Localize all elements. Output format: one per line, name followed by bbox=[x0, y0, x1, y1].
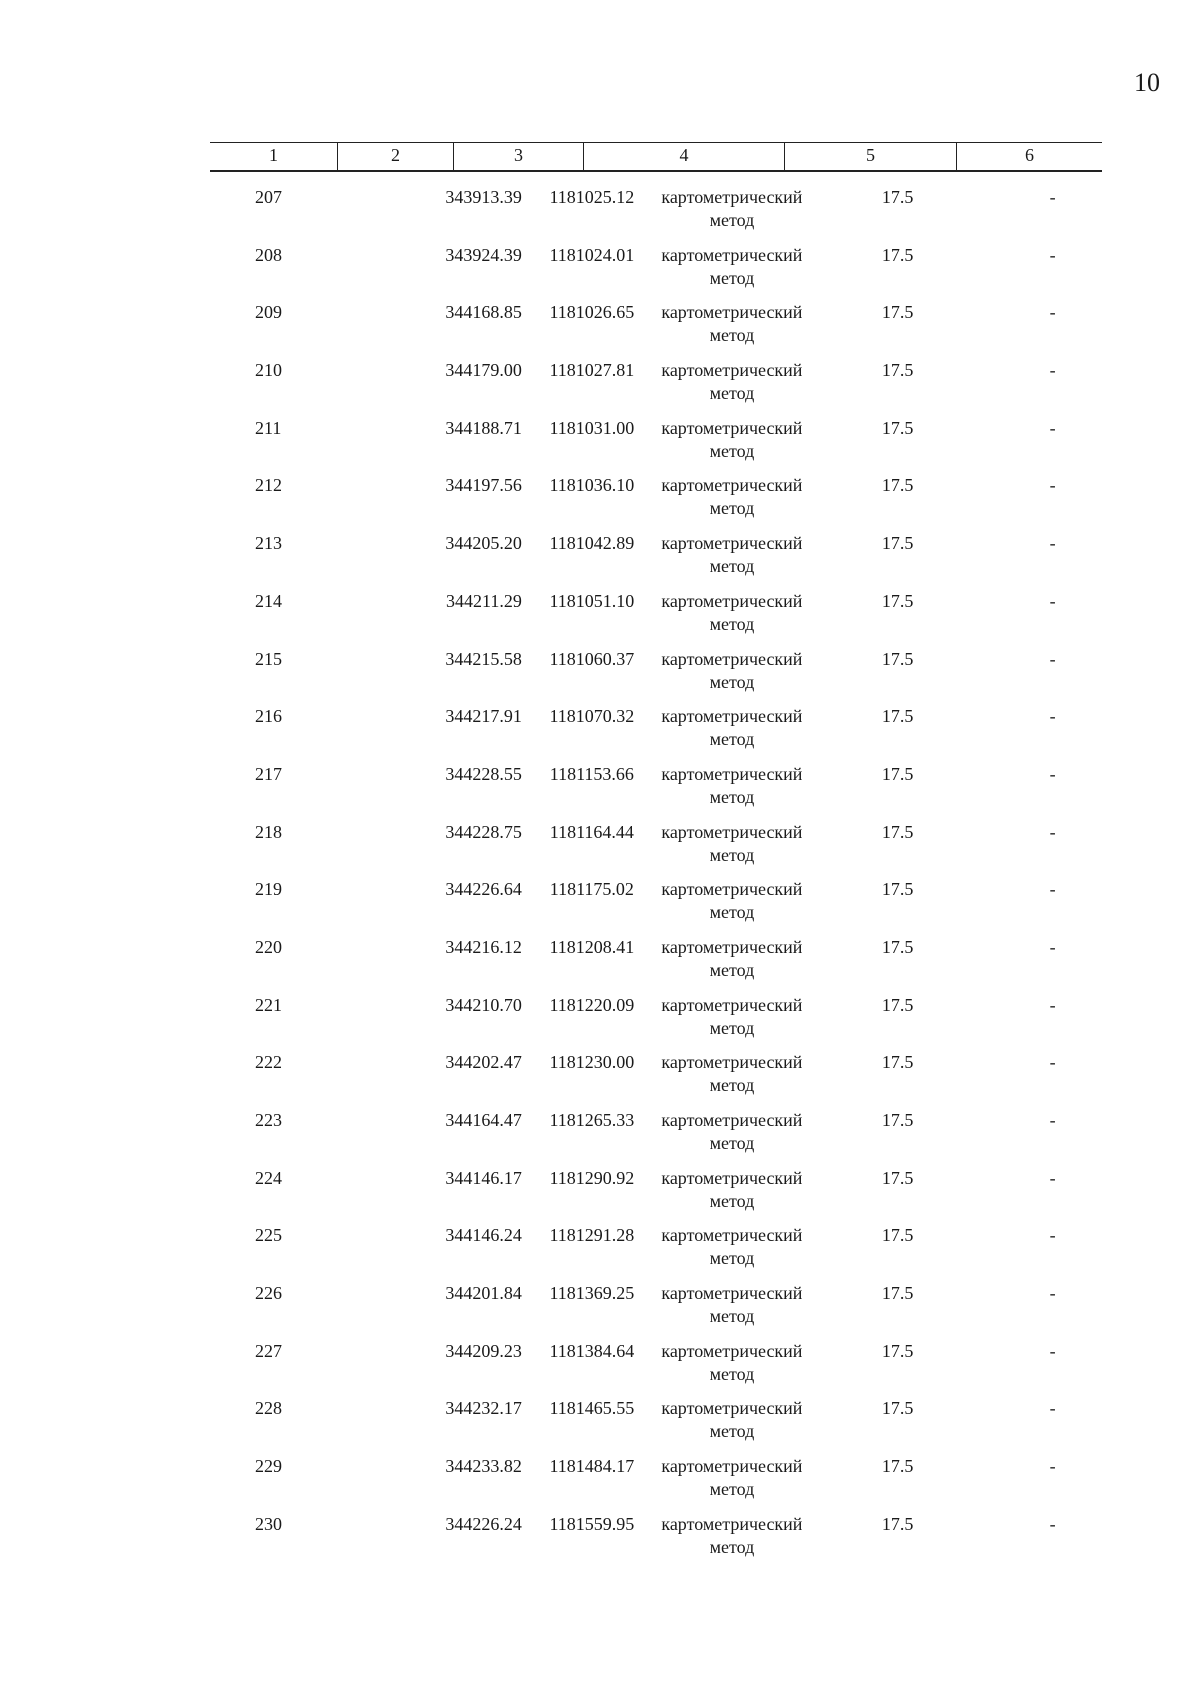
description-cell: - bbox=[1049, 360, 1056, 381]
method-cell bbox=[644, 936, 820, 994]
method-cell bbox=[644, 648, 820, 706]
table-row bbox=[210, 301, 1102, 359]
description-cell: - bbox=[1049, 417, 1056, 438]
error-cell: 17.5 bbox=[881, 417, 914, 438]
method-line-2: метод bbox=[709, 959, 755, 980]
table-row bbox=[210, 763, 1102, 821]
y-coordinate-cell: 1181027.81 bbox=[549, 360, 635, 381]
y-coordinate-cell: 1181559.95 bbox=[549, 1513, 635, 1534]
y-coordinate-cell: 1181484.17 bbox=[549, 1456, 635, 1477]
error-cell: 17.5 bbox=[881, 244, 914, 265]
method-line-1: картометрический bbox=[661, 1513, 803, 1534]
method-cell bbox=[644, 186, 820, 244]
method-line-2: метод bbox=[709, 786, 755, 807]
method-line-2: метод bbox=[709, 498, 755, 519]
method-line-1: картометрический bbox=[661, 590, 803, 611]
method-cell bbox=[644, 1224, 820, 1282]
method-line-1: картометрический bbox=[661, 936, 803, 957]
x-coordinate-cell: 344205.20 bbox=[445, 533, 522, 554]
error-cell: 17.5 bbox=[881, 1052, 914, 1073]
table-row bbox=[210, 532, 1102, 590]
description-cell: - bbox=[1049, 763, 1056, 784]
method-line-2: метод bbox=[709, 1133, 755, 1153]
x-coordinate-cell: 344228.55 bbox=[445, 763, 522, 784]
x-coordinate-cell: 344209.23 bbox=[445, 1340, 522, 1361]
description-cell: - bbox=[1049, 1225, 1056, 1246]
point-number-cell: 216 bbox=[255, 706, 282, 727]
point-number-cell: 218 bbox=[255, 821, 282, 842]
x-coordinate-cell: 344202.47 bbox=[445, 1052, 522, 1073]
error-cell: 17.5 bbox=[881, 1340, 914, 1361]
method-line-2: метод bbox=[709, 1363, 755, 1384]
method-line-1: картометрический bbox=[661, 1110, 803, 1130]
table-row bbox=[210, 1109, 1102, 1167]
point-number-cell: 207 bbox=[255, 187, 282, 207]
method-line-1: картометрический bbox=[661, 475, 803, 496]
method-line-1: картометрический bbox=[661, 1225, 803, 1246]
point-number-cell: 208 bbox=[255, 244, 282, 265]
x-coordinate-cell: 344197.56 bbox=[445, 475, 522, 496]
table-row bbox=[210, 1282, 1102, 1340]
method-cell bbox=[644, 301, 820, 359]
method-cell bbox=[644, 244, 820, 302]
point-number-cell: 227 bbox=[255, 1340, 282, 1361]
page-number: 10 bbox=[1134, 68, 1160, 97]
error-cell: 17.5 bbox=[881, 1167, 914, 1188]
table-row bbox=[210, 936, 1102, 994]
point-number-cell: 211 bbox=[255, 417, 282, 438]
method-line-2: метод bbox=[709, 1017, 755, 1038]
method-line-2: метод bbox=[709, 1075, 755, 1096]
point-number-cell: 221 bbox=[255, 994, 282, 1015]
table-row bbox=[210, 474, 1102, 532]
method-line-2: метод bbox=[709, 729, 755, 750]
point-number-cell: 217 bbox=[255, 763, 282, 784]
y-coordinate-cell: 1181025.12 bbox=[549, 187, 635, 207]
description-cell: - bbox=[1049, 936, 1056, 957]
x-coordinate-cell: 344210.70 bbox=[445, 994, 522, 1015]
method-line-1: картометрический bbox=[661, 1456, 803, 1477]
y-coordinate-cell: 1181291.28 bbox=[549, 1225, 635, 1246]
method-line-1: картометрический bbox=[661, 244, 803, 265]
column-header-4: 4 bbox=[584, 143, 785, 170]
point-number-cell: 225 bbox=[255, 1225, 282, 1246]
point-number-cell: 215 bbox=[255, 648, 282, 669]
x-coordinate-cell: 344188.71 bbox=[445, 417, 522, 438]
table-row bbox=[210, 417, 1102, 475]
table-row bbox=[210, 705, 1102, 763]
method-cell bbox=[644, 763, 820, 821]
y-coordinate-cell: 1181070.32 bbox=[549, 706, 635, 727]
method-line-1: картометрический bbox=[661, 417, 803, 438]
method-line-1: картометрический bbox=[661, 994, 803, 1015]
method-cell bbox=[644, 1513, 820, 1571]
point-number-cell: 226 bbox=[255, 1283, 282, 1304]
table-row bbox=[210, 244, 1102, 302]
method-line-1: картометрический bbox=[661, 302, 803, 323]
description-cell: - bbox=[1049, 244, 1056, 265]
method-line-1: картометрический bbox=[661, 763, 803, 784]
method-cell bbox=[644, 590, 820, 648]
description-cell: - bbox=[1049, 648, 1056, 669]
description-cell: - bbox=[1049, 590, 1056, 611]
method-line-1: картометрический bbox=[661, 648, 803, 669]
method-line-2: метод bbox=[709, 902, 755, 923]
table-row bbox=[210, 821, 1102, 879]
y-coordinate-cell: 1181031.00 bbox=[549, 417, 635, 438]
error-cell: 17.5 bbox=[881, 994, 914, 1015]
description-cell: - bbox=[1049, 706, 1056, 727]
point-number-cell: 224 bbox=[255, 1167, 282, 1188]
table-row bbox=[210, 878, 1102, 936]
x-coordinate-cell: 344168.85 bbox=[445, 302, 522, 323]
x-coordinate-cell: 344226.24 bbox=[445, 1513, 522, 1534]
table-row bbox=[210, 1397, 1102, 1455]
description-cell: - bbox=[1049, 1340, 1056, 1361]
table-row bbox=[210, 590, 1102, 648]
method-cell bbox=[644, 417, 820, 475]
method-line-2: метод bbox=[709, 556, 755, 577]
method-line-2: метод bbox=[709, 1479, 755, 1500]
description-cell: - bbox=[1049, 1052, 1056, 1073]
method-line-1: картометрический bbox=[661, 821, 803, 842]
point-number-cell: 210 bbox=[255, 360, 282, 381]
error-cell: 17.5 bbox=[881, 360, 914, 381]
description-cell: - bbox=[1049, 1110, 1056, 1130]
description-cell: - bbox=[1049, 1513, 1056, 1534]
error-cell: 17.5 bbox=[881, 936, 914, 957]
error-cell: 17.5 bbox=[881, 590, 914, 611]
point-number-cell: 220 bbox=[255, 936, 282, 957]
method-line-2: метод bbox=[709, 267, 755, 288]
column-header-5: 5 bbox=[785, 143, 957, 170]
description-cell: - bbox=[1049, 187, 1056, 207]
x-coordinate-cell: 344232.17 bbox=[445, 1398, 522, 1419]
method-line-1: картометрический bbox=[661, 706, 803, 727]
method-cell bbox=[644, 994, 820, 1052]
error-cell: 17.5 bbox=[881, 648, 914, 669]
method-line-1: картометрический bbox=[661, 1398, 803, 1419]
method-line-2: метод bbox=[709, 440, 755, 461]
method-cell bbox=[644, 532, 820, 590]
description-cell: - bbox=[1049, 1456, 1056, 1477]
point-number-cell: 223 bbox=[255, 1110, 282, 1130]
y-coordinate-cell: 1181384.64 bbox=[549, 1340, 635, 1361]
x-coordinate-cell: 344146.17 bbox=[445, 1167, 522, 1188]
error-cell: 17.5 bbox=[881, 1110, 914, 1130]
method-line-2: метод bbox=[709, 383, 755, 404]
point-number-cell: 219 bbox=[255, 879, 282, 900]
method-line-2: метод bbox=[709, 613, 755, 634]
description-cell: - bbox=[1049, 475, 1056, 496]
table-row bbox=[210, 1455, 1102, 1513]
table-row bbox=[210, 648, 1102, 706]
table-row bbox=[210, 1513, 1102, 1571]
table-row bbox=[210, 1340, 1102, 1398]
y-coordinate-cell: 1181051.10 bbox=[549, 590, 635, 611]
method-cell bbox=[644, 1282, 820, 1340]
error-cell: 17.5 bbox=[881, 1456, 914, 1477]
point-number-cell: 230 bbox=[255, 1513, 282, 1534]
error-cell: 17.5 bbox=[881, 1513, 914, 1534]
point-number-cell: 214 bbox=[255, 590, 282, 611]
method-cell bbox=[644, 1397, 820, 1455]
x-coordinate-cell: 344211.29 bbox=[446, 590, 522, 611]
column-header-1: 1 bbox=[210, 143, 338, 170]
x-coordinate-cell: 344201.84 bbox=[445, 1283, 522, 1304]
method-cell bbox=[644, 474, 820, 532]
error-cell: 17.5 bbox=[881, 706, 914, 727]
y-coordinate-cell: 1181036.10 bbox=[549, 475, 635, 496]
method-cell bbox=[644, 1167, 820, 1225]
error-cell: 17.5 bbox=[881, 1225, 914, 1246]
method-cell bbox=[644, 705, 820, 763]
method-line-1: картометрический bbox=[661, 1167, 803, 1188]
error-cell: 17.5 bbox=[881, 821, 914, 842]
description-cell: - bbox=[1049, 1398, 1056, 1419]
y-coordinate-cell: 1181153.66 bbox=[549, 763, 634, 784]
x-coordinate-cell: 344226.64 bbox=[445, 879, 522, 900]
x-coordinate-cell: 344146.24 bbox=[445, 1225, 522, 1246]
method-line-1: картометрический bbox=[661, 1052, 803, 1073]
point-number-cell: 213 bbox=[255, 533, 282, 554]
error-cell: 17.5 bbox=[881, 879, 914, 900]
y-coordinate-cell: 1181208.41 bbox=[549, 936, 635, 957]
x-coordinate-cell: 344233.82 bbox=[445, 1456, 522, 1477]
description-cell: - bbox=[1049, 1167, 1056, 1188]
method-line-1: картометрический bbox=[661, 187, 803, 207]
method-line-2: метод bbox=[709, 325, 755, 346]
y-coordinate-cell: 1181369.25 bbox=[549, 1283, 635, 1304]
y-coordinate-cell: 1181024.01 bbox=[549, 244, 635, 265]
method-cell bbox=[644, 1109, 820, 1167]
y-coordinate-cell: 1181164.44 bbox=[549, 821, 634, 842]
point-number-cell: 212 bbox=[255, 475, 282, 496]
method-cell bbox=[644, 1455, 820, 1513]
table-header bbox=[210, 142, 1102, 172]
y-coordinate-cell: 1181026.65 bbox=[549, 302, 635, 323]
method-line-2: метод bbox=[709, 1190, 755, 1211]
description-cell: - bbox=[1049, 821, 1056, 842]
x-coordinate-cell: 343924.39 bbox=[445, 244, 522, 265]
x-coordinate-cell: 344164.47 bbox=[445, 1110, 522, 1130]
table-body bbox=[210, 186, 1102, 1571]
error-cell: 17.5 bbox=[881, 302, 914, 323]
error-cell: 17.5 bbox=[881, 1398, 914, 1419]
method-line-1: картометрический bbox=[661, 533, 803, 554]
point-number-cell: 228 bbox=[255, 1398, 282, 1419]
x-coordinate-cell: 344217.91 bbox=[445, 706, 522, 727]
description-cell: - bbox=[1049, 879, 1056, 900]
point-number-cell: 209 bbox=[255, 302, 282, 323]
method-line-2: метод bbox=[709, 1536, 755, 1557]
method-line-2: метод bbox=[709, 844, 755, 865]
column-header-6: 6 bbox=[1025, 145, 1034, 165]
method-line-1: картометрический bbox=[661, 360, 803, 381]
table-row bbox=[210, 1167, 1102, 1225]
error-cell: 17.5 bbox=[881, 187, 914, 207]
x-coordinate-cell: 344216.12 bbox=[445, 936, 522, 957]
table-row bbox=[210, 186, 1102, 244]
error-cell: 17.5 bbox=[881, 533, 914, 554]
y-coordinate-cell: 1181042.89 bbox=[549, 533, 635, 554]
method-cell bbox=[644, 1340, 820, 1398]
point-number-cell: 229 bbox=[255, 1456, 282, 1477]
column-header-3: 3 bbox=[454, 143, 584, 170]
method-cell bbox=[644, 1051, 820, 1109]
description-cell: - bbox=[1049, 302, 1056, 323]
error-cell: 17.5 bbox=[881, 475, 914, 496]
y-coordinate-cell: 1181060.37 bbox=[549, 648, 635, 669]
y-coordinate-cell: 1181290.92 bbox=[549, 1167, 635, 1188]
method-line-2: метод bbox=[709, 1306, 755, 1327]
x-coordinate-cell: 343913.39 bbox=[445, 187, 522, 207]
table-row bbox=[210, 1051, 1102, 1109]
method-cell bbox=[644, 878, 820, 936]
method-line-2: метод bbox=[709, 671, 755, 692]
table-row bbox=[210, 1224, 1102, 1282]
point-number-cell: 222 bbox=[255, 1052, 282, 1073]
y-coordinate-cell: 1181265.33 bbox=[549, 1110, 635, 1130]
method-line-1: картометрический bbox=[661, 1340, 803, 1361]
x-coordinate-cell: 344179.00 bbox=[445, 360, 522, 381]
method-line-2: метод bbox=[709, 1248, 755, 1269]
y-coordinate-cell: 1181175.02 bbox=[549, 879, 634, 900]
x-coordinate-cell: 344228.75 bbox=[445, 821, 522, 842]
y-coordinate-cell: 1181465.55 bbox=[549, 1398, 635, 1419]
method-cell bbox=[644, 821, 820, 879]
table-row bbox=[210, 994, 1102, 1052]
method-cell bbox=[644, 359, 820, 417]
method-line-1: картометрический bbox=[661, 879, 803, 900]
method-line-2: метод bbox=[709, 1421, 755, 1442]
y-coordinate-cell: 1181220.09 bbox=[549, 994, 635, 1015]
description-cell: - bbox=[1049, 533, 1056, 554]
column-header-2: 2 bbox=[338, 143, 454, 170]
table-row bbox=[210, 359, 1102, 417]
x-coordinate-cell: 344215.58 bbox=[445, 648, 522, 669]
y-coordinate-cell: 1181230.00 bbox=[549, 1052, 635, 1073]
error-cell: 17.5 bbox=[881, 1283, 914, 1304]
error-cell: 17.5 bbox=[881, 763, 914, 784]
description-cell: - bbox=[1049, 1283, 1056, 1304]
method-line-2: метод bbox=[709, 210, 755, 230]
method-line-1: картометрический bbox=[661, 1283, 803, 1304]
description-cell: - bbox=[1049, 994, 1056, 1015]
